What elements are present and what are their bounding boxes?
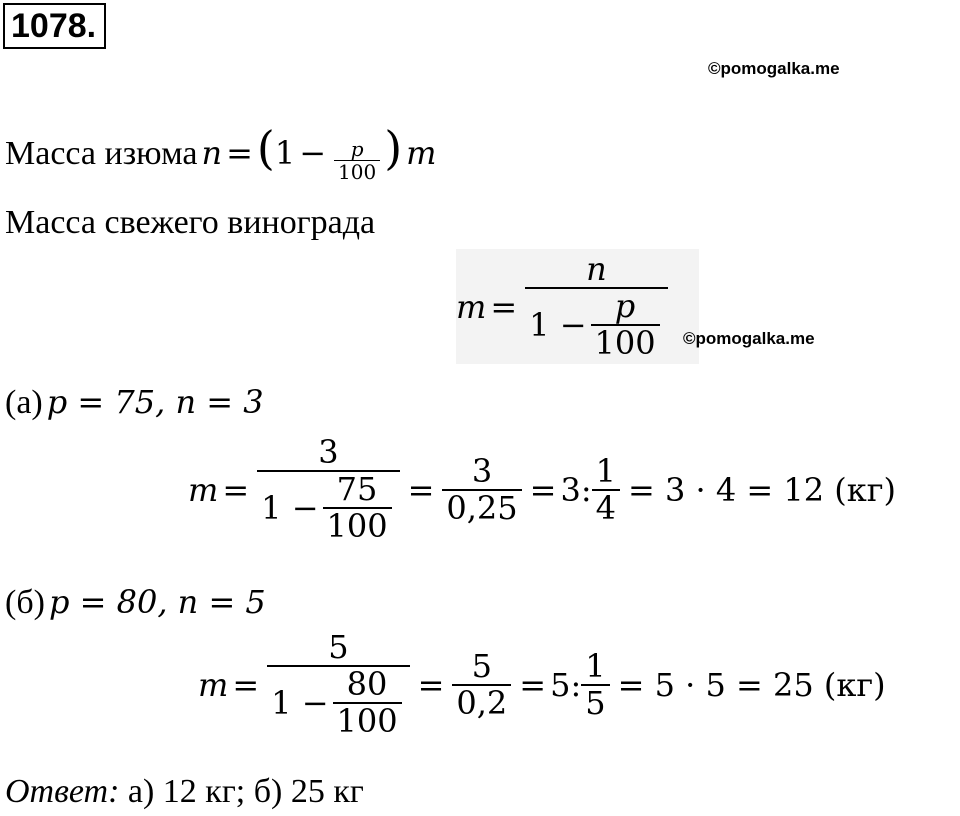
one: 1: [529, 305, 550, 344]
inner-numerator: 75: [336, 470, 378, 509]
inner-fraction: [323, 472, 392, 544]
answer-line: [5, 772, 364, 812]
watermark-top: ©pomogalka.me: [708, 59, 840, 78]
case-b-calculation: [198, 630, 886, 740]
fraction-numerator: p: [350, 136, 364, 161]
problem-number: 1078.: [3, 3, 106, 49]
inner-denominator: 100: [323, 507, 392, 544]
fraction-denominator: [267, 665, 409, 739]
division-expression: 5:: [550, 665, 582, 704]
fraction-numerator: n: [586, 250, 607, 288]
case-a-values: p = 75, n = 3: [46, 383, 264, 421]
answer-text: а) 12 кг; б) 25 кг: [127, 773, 364, 810]
fraction-numerator: 1: [585, 646, 606, 685]
answer-label: Ответ:: [5, 773, 120, 810]
raisin-mass-label: Масса изюма: [5, 135, 198, 172]
fraction-denominator: 5: [581, 684, 609, 721]
equals-sign: =: [222, 470, 250, 509]
case-a-calculation: [188, 435, 896, 545]
case-a-decimal-fraction: [442, 451, 521, 527]
case-b-values: p = 80, n = 5: [48, 583, 266, 621]
inner-denominator: 100: [591, 324, 660, 361]
case-a-main-fraction: [257, 435, 399, 545]
fresh-mass-formula: [456, 252, 672, 362]
case-b-result: = 5 · 5 = 25 (кг): [617, 665, 886, 704]
equals-sign: =: [519, 665, 547, 704]
case-a-quarter-fraction: [592, 451, 620, 527]
minus-sign: −: [559, 305, 587, 344]
main-fraction: [525, 252, 667, 362]
p-over-100-fraction: [334, 138, 380, 183]
open-paren: (: [256, 121, 275, 175]
case-b-fifth-fraction: [581, 646, 609, 722]
case-b-label: (б): [5, 584, 45, 621]
fraction-numerator: 5: [471, 646, 493, 685]
one: 1: [274, 134, 296, 172]
close-paren: ): [384, 121, 403, 175]
fresh-grape-mass-label: Масса свежего винограда: [5, 204, 376, 241]
case-b-main-fraction: [267, 630, 409, 740]
fraction-denominator: [257, 470, 399, 544]
inner-fraction: [591, 289, 660, 361]
fraction-denominator: 0,2: [452, 684, 511, 721]
watermark-formula: ©pomogalka.me: [683, 329, 815, 348]
var-m: m: [456, 287, 487, 326]
denominator-prefix: 1 −: [261, 488, 319, 527]
equals-sign: =: [226, 134, 253, 172]
inner-denominator: 100: [333, 702, 402, 739]
inner-numerator: 80: [346, 665, 388, 704]
case-a-label: (а): [5, 384, 43, 421]
equals-sign: =: [417, 665, 445, 704]
raisin-mass-line: [5, 121, 437, 184]
division-expression: 3:: [560, 470, 592, 509]
equals-sign: =: [407, 470, 435, 509]
inner-numerator: p: [614, 287, 636, 326]
minus-sign: −: [299, 134, 327, 172]
case-b-decimal-fraction: [452, 646, 511, 722]
var-m: m: [198, 665, 229, 704]
fraction-denominator: 100: [334, 160, 380, 183]
case-a-result: = 3 · 4 = 12 (кг): [627, 470, 896, 509]
inner-fraction: [333, 667, 402, 739]
fraction-numerator: 1: [595, 451, 616, 490]
equals-sign: =: [529, 470, 557, 509]
case-a-given: [5, 382, 264, 423]
case-b-given: [5, 582, 266, 623]
fraction-numerator: 5: [328, 628, 349, 666]
denominator-prefix: 1 −: [271, 683, 329, 722]
var-m: m: [188, 470, 219, 509]
fraction-numerator: 3: [471, 451, 493, 490]
fraction-numerator: 3: [318, 433, 339, 471]
fraction-denominator: [525, 287, 667, 361]
fraction-denominator: 0,25: [442, 489, 521, 526]
equals-sign: =: [490, 287, 518, 326]
var-n: n: [201, 134, 223, 172]
fraction-denominator: 4: [592, 489, 620, 526]
equals-sign: =: [232, 665, 260, 704]
var-m: m: [406, 134, 437, 172]
